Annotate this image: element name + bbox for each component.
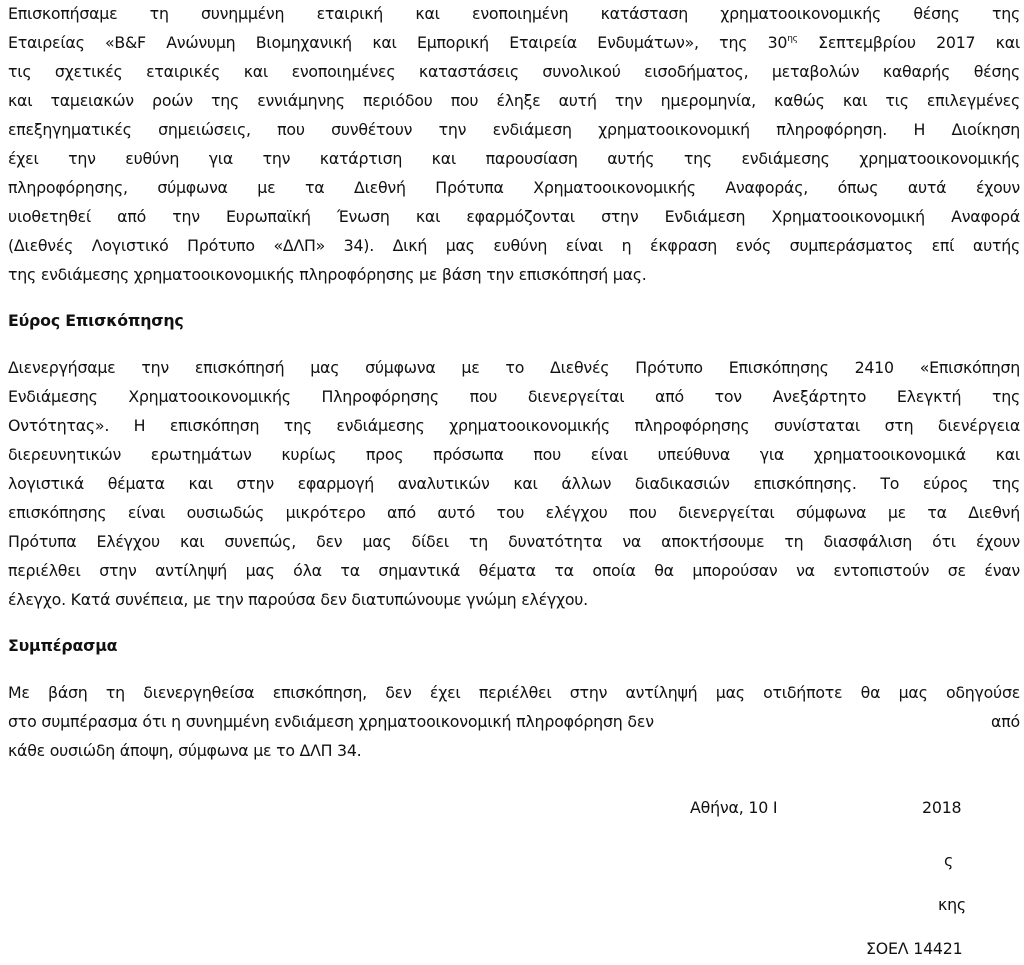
conclusion-line-3: κάθε ουσιώδη άποψη, σύμφωνα με το ΔΛΠ 34. (8, 741, 362, 760)
scope-line-4: διερευνητικών ερωτημάτων κυρίως προς πρόσωπα που είναι υπεύθυνα για χρηματοοικονομικά και (8, 445, 1020, 464)
signature-soel-number: ΣΟΕΛ 14421 (866, 939, 963, 958)
signature-fragment-1: ς (944, 851, 954, 870)
conclusion-heading: Συμπέρασμα (8, 636, 118, 655)
intro-line-2-sup: ης (787, 34, 798, 44)
conclusion-line-2-right: από (991, 712, 1020, 731)
intro-line-7: πληροφόρησης, σύμφωνα με τα Διεθνή Πρότυπα Χρηματοοικονομικής Αναφοράς, όπως αυτά έχουν (8, 178, 1020, 197)
intro-line-5: επεξηγηματικές σημειώσεις, που συνθέτουν την ενδιάμεση χρηματοοικονομική πληροφόρηση. Η Διοίκηση (8, 120, 1020, 139)
intro-line-2-pre: Εταιρείας «B&F Ανώνυμη Βιομηχανική και Εμπορική Εταιρεία Ενδυμάτων», της 30 (8, 33, 788, 52)
intro-line-1: Επισκοπήσαμε τη συνημμένη εταιρική και ενοποιημένη κατάσταση χρηματοοικονομικής θέσης της (8, 4, 1020, 23)
scope-line-1: Διενεργήσαμε την επισκόπησή μας σύμφωνα με το Διεθνές Πρότυπο Επισκόπησης 2410 «Επισκόπηση (8, 358, 1020, 377)
intro-line-10: της ενδιάμεσης χρηματοοικονομικής πληροφόρησης με βάση την επισκόπησή μας. (8, 265, 647, 284)
intro-line-9: (Διεθνές Λογιστικό Πρότυπο «ΔΛΠ» 34). Δική μας ευθύνη είναι η έκφραση ενός συμπεράσματος επί αυτής (8, 236, 1020, 255)
signature-fragment-2: κης (938, 895, 966, 914)
scope-line-8: περιέλθει στην αντίληψή μας όλα τα σημαντικά θέματα τα οποία θα μπορούσαν να εντοπιστούν σε έναν (8, 561, 1020, 580)
intro-line-3: τις σχετικές εταιρικές και ενοποιημένες καταστάσεις συνολικού εισοδήματος, μεταβολών καθαρής θέσης (8, 62, 1020, 81)
signature-place-date: Αθήνα, 10 Ι (690, 798, 778, 817)
intro-line-8: υιοθετηθεί από την Ευρωπαϊκή Ένωση και εφαρμόζονται στην Ενδιάμεση Χρηματοοικονομική Αναφορά (8, 207, 1020, 226)
intro-line-4: και ταμειακών ροών της εννιάμηνης περιόδου που έληξε αυτή την ημερομηνία, καθώς και τις επιλεγμένες (8, 91, 1020, 110)
scope-line-9: έλεγχο. Κατά συνέπεια, με την παρούσα δεν διατυπώνουμε γνώμη ελέγχου. (8, 590, 588, 609)
intro-line-2-post: Σεπτεμβρίου 2017 και (797, 33, 1021, 52)
scope-heading: Εύρος Επισκόπησης (8, 311, 184, 330)
signature-year: 2018 (922, 798, 962, 817)
intro-line-6: έχει την ευθύνη για την κατάρτιση και παρουσίαση αυτής της ενδιάμεσης χρηματοοικονομικής (8, 149, 1020, 168)
intro-line-2 (8, 33, 1020, 53)
conclusion-line-2-left: στο συμπέρασμα ότι η συνημμένη ενδιάμεση χρηματοοικονομική πληροφόρηση δεν (8, 712, 654, 731)
conclusion-line-1: Με βάση τη διενεργηθείσα επισκόπηση, δεν έχει περιέλθει στην αντίληψή μας οτιδήποτε θα μας οδηγούσε (8, 683, 1020, 702)
scope-line-3: Οντότητας». Η επισκόπηση της ενδιάμεσης χρηματοοικονομικής πληροφόρησης συνίσταται στη διενέργεια (8, 416, 1020, 435)
scope-line-2: Ενδιάμεσης Χρηματοοικονομικής Πληροφόρησης που διενεργείται από τον Ανεξάρτητο Ελεγκτή της (8, 387, 1020, 406)
scope-line-5: λογιστικά θέματα και στην εφαρμογή αναλυτικών και άλλων διαδικασιών επισκόπησης. Το εύρος της (8, 474, 1020, 493)
scope-line-7: Πρότυπα Ελέγχου και συνεπώς, δεν μας δίδει τη δυνατότητα να αποκτήσουμε τη διασφάλιση ότι έχουν (8, 532, 1020, 551)
scope-line-6: επισκόπησης είναι ουσιωδώς μικρότερο από αυτό του ελέγχου που διενεργείται σύμφωνα με τα Διεθνή (8, 503, 1020, 522)
